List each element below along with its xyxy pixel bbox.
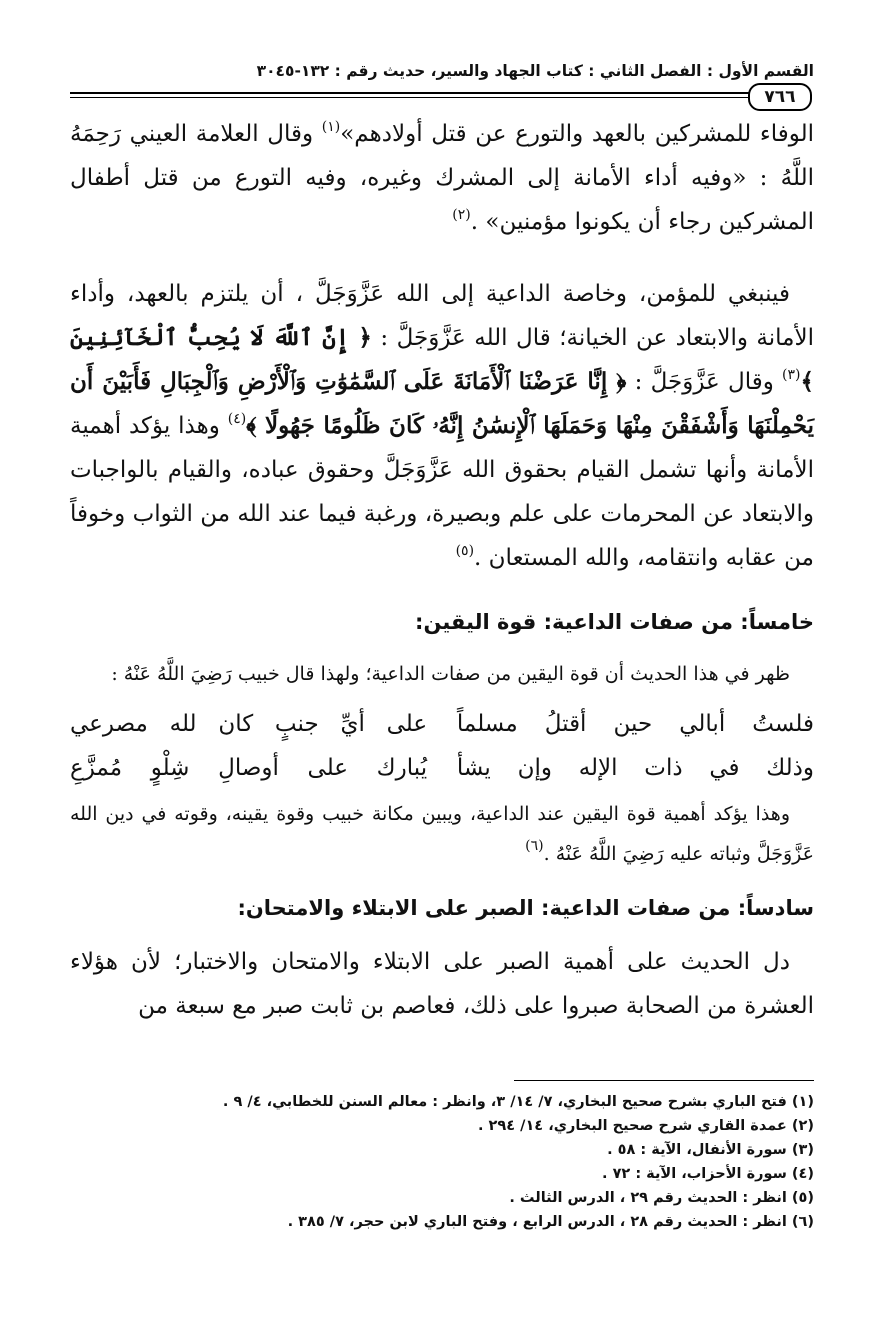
footnote-divider [514,1080,814,1081]
footnote-ref-1: (١) [321,119,341,135]
paragraph-4 [70,794,814,874]
poem [70,702,814,790]
footnote-item: (٣) سورة الأنفال، الآية : ٥٨ . [607,1142,814,1158]
footnote-item: (٥) انظر : الحديث رقم ٢٩ ، الدرس الثالث . [509,1190,814,1206]
footnote-item: (٤) سورة الأحزاب، الآية : ٧٢ . [602,1166,814,1182]
poem-hemistich-left: على أيِّ جنبٍ كان لله مصرعي [70,711,428,737]
poem-verse [70,702,814,746]
section-heading-6: سادساً: من صفات الداعية: الصبر على الابتلاء والامتحان: [237,896,814,920]
paragraph-1-text-b: وقال العلامة العيني رَحِمَهُ اللَّهُ : «وفيه أداء الأمانة إلى المشرك وغيره، وفيه التورع من قتل أطفال المشركين رجاء أن يكونوا مؤمنين» . [70,121,814,235]
footnote-item: (٢) عمدة القاري شرح صحيح البخاري، ١٤/ ٢٩٤ . [477,1118,814,1134]
paragraph-2-text-c: وهذا يؤكد أهمية الأمانة وأنها تشمل القيام بحقوق الله عَزَّوَجَلَّ وحقوق عباده، والقيام بالواجبات والابتعاد عن المحرمات على علم وبصيرة، ورغبة فيما عند الله من الثواب وخوفاً من عقابه وانتقامه، والله المستعان . [70,413,814,571]
header-rule [70,92,756,98]
footnote-ref-3: (٣) [782,367,801,383]
paragraph-5: دل الحديث على أهمية الصبر على الابتلاء والامتحان والاختبار؛ لأن هؤلاء العشرة من الصحابة صبروا على ذلك، فعاصم بن ثابت صبر مع سبعة من [70,949,814,1019]
footnotes [70,1090,814,1234]
paragraph-2-text-a: فينبغي للمؤمن، وخاصة الداعية إلى الله عَزَّوَجَلَّ ، أن يلتزم بالعهد، وأداء الأمانة والابتعاد عن الخيانة؛ قال الله عَزَّوَجَلَّ : [70,281,814,351]
footnote-item: (١) فتح الباري بشرح صحيح البخاري، ٧/ ١٤/ ٣، وانظر : معالم السنن للخطابي، ٤/ ٩ . [222,1094,814,1110]
footnote-ref-6: (٦) [525,838,544,854]
footnote-ref-4: (٤) [227,411,247,427]
footnote-ref-2: (٢) [452,207,471,223]
poem-hemistich-right: فلستُ أبالي حين أقتلُ مسلماً [456,711,814,737]
paragraph-3: ظهر في هذا الحديث أن قوة اليقين من صفات الداعية؛ ولهذا قال خبيب رَضِيَ اللَّهُ عَنْهُ : [111,663,790,685]
paragraph-4-text: وهذا يؤكد أهمية قوة اليقين عند الداعية، ويبين مكانة خبيب وقوة يقينه، وقوته في دين الله عَزَّوَجَلَّ وثباته عليه رَضِيَ اللَّهُ عَنْهُ . [70,803,814,865]
poem-verse [70,746,814,790]
paragraph-1 [70,112,814,244]
quran-verse-1: ﴿ إِنَّ ٱللَّهَ لَا يُحِبُّ ٱلْخَآئِنِينَ ﴾ [70,324,814,395]
page-body [70,112,814,1028]
footnote-item: (٦) انظر : الحديث رقم ٢٨ ، الدرس الرابع ، وفتح الباري لابن حجر، ٧/ ٣٨٥ . [287,1214,814,1230]
poem-hemistich-left: يُبارك على أوصالِ شِلْوٍ مُمزَّعِ [70,755,428,781]
footnote-ref-5: (٥) [455,543,475,559]
paragraph-2-text-b: وقال عَزَّوَجَلَّ : [626,369,783,395]
running-header: القسم الأول : الفصل الثاني : كتاب الجهاد والسير، حديث رقم : ١٣٢-٣٠٤٥ [256,62,814,80]
quran-verse-2: ﴿ إِنَّا عَرَضْنَا ٱلْأَمَانَةَ عَلَى ٱلسَّمَٰوَٰتِ وَٱلْأَرْضِ وَٱلْجِبَالِ فَأَبَيْنَ أَن يَحْمِلْنَهَا وَأَشْفَقْنَ مِنْهَا وَحَمَلَهَا ٱلْإِنسَٰنُ إِنَّهُۥ كَانَ ظَلُومًا جَهُولًا ﴾ [70,368,814,439]
paragraph-1-text-a: الوفاء للمشركين بالعهد والتورع عن قتل أولادهم» [340,121,814,147]
page-number: ٧٦٦ [748,83,812,111]
poem-hemistich-right: وذلك في ذات الإله وإن يشأ [456,755,814,781]
paragraph-2 [70,272,814,580]
section-heading-5: خامساً: من صفات الداعية: قوة اليقين: [415,610,814,634]
